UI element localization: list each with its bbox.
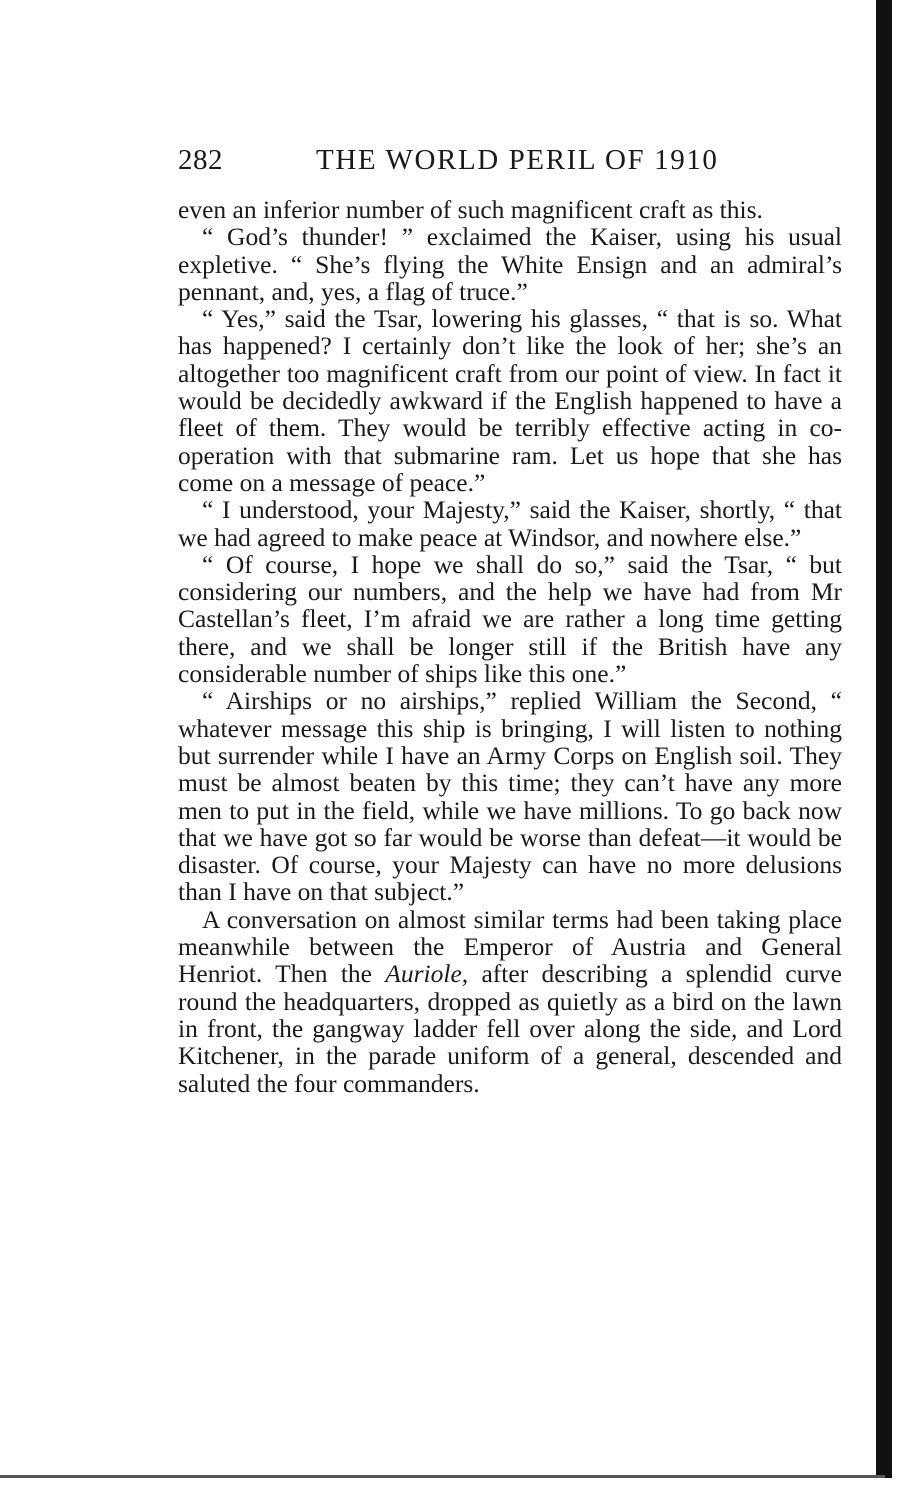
paragraph-text-before: A conversation on almost similar terms had been taking place meanwhile between the Emperor of Austria and General Henriot. Then the [178,904,842,989]
running-head [178,140,842,180]
page-number: 282 [178,144,223,176]
book-title: THE WORLD PERIL OF 1910 [316,144,719,176]
ship-name-italic: Auriole, [385,959,469,989]
paragraph-text-after: after describing a splendid curve round the headquarters, dropped as quietly as a bird on the lawn in front, the gangway ladder fell over along the side, and Lord Kitchener, in the parade uniform of a general, descended and saluted the four commanders. [178,959,842,1098]
scan-bottom-edge [0,1475,885,1478]
paragraph [178,906,842,1097]
scan-right-edge [876,0,892,1478]
paragraph: “ God’s thunder! ” exclaimed the Kaiser, using his usual expletive. “ She’s flying the White Ensign and an admiral’s pennant, and, yes, a flag of truce.” [178,222,842,306]
paragraph: even an inferior number of such magnificent craft as this. [178,195,763,224]
paragraph: “ I understood, your Majesty,” said the Kaiser, shortly, “ that we had agreed to make peace at Windsor, and nowhere else.” [178,495,842,552]
paragraph: “ Yes,” said the Tsar, lowering his glasses, “ that is so. What has happened? I certainly don’t like the look of her; she’s an altogether too magnificent craft from our point of view. In fact it would be decidedly awkward if the English happened to have a fleet of them. They would be terribly effective acting in co-operation with that submarine ram. Let us hope that she has come on a message of peace.” [178,304,842,497]
paragraph: “ Of course, I hope we shall do so,” said the Tsar, “ but considering our numbers, and the help we have had from Mr Castellan’s fleet, I’m afraid we are rather a long time getting there, and we shall be longer still if the British have any considerable number of ships like this one.” [178,549,842,689]
body-text [178,196,842,1097]
paragraph: “ Airships or no airships,” replied William the Second, “ whatever message this ship is bringing, I will listen to nothing but surrender while I have an Army Corps on English soil. They must be almost beaten by this time; they can’t have any more men to put in the field, while we have millions. To go back now that we have got so far would be worse than defeat—it would be disaster. Of course, your Majesty can have no more delusions than I have on that subject.” [178,686,842,907]
